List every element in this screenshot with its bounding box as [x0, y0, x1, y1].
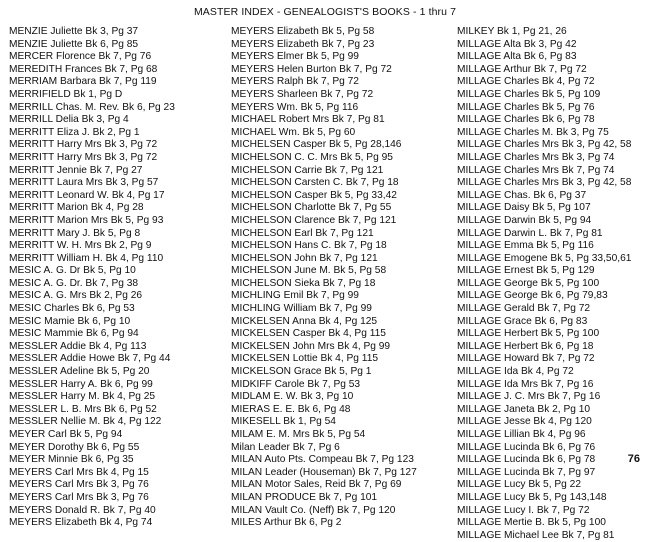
index-entry: MILLAGE Mertie B. Bk 5, Pg 100 — [457, 517, 606, 529]
index-entry: MILLAGE Lucinda Bk 6, Pg 78 — [457, 454, 596, 466]
index-entry: MERRITT Eliza J. Bk 2, Pg 1 — [9, 126, 140, 138]
index-entry: MEYER Carl Bk 5, Pg 94 — [9, 429, 123, 440]
index-entry: MILLAGE George Bk 6, Pg 79,83 — [457, 290, 608, 302]
index-entry: MICHLING Emil Bk 7, Pg 99 — [231, 290, 359, 302]
index-entry: MICHELSON Carrie Bk 7, Pg 121 — [231, 164, 384, 176]
index-entry: MICHLING William Bk 7, Pg 99 — [231, 303, 372, 315]
index-entry: MILLAGE Alta Bk 6, Pg 83 — [457, 51, 577, 63]
index-entry: MICHAEL Wm. Bk 5, Pg 60 — [231, 126, 356, 138]
index-entry: MERRILL Delia Bk 3, Pg 4 — [9, 114, 129, 126]
index-entry: MERRITT Leonard W. Bk 4, Pg 17 — [9, 189, 165, 201]
page-title: MASTER INDEX - GENEALOGIST'S BOOKS - 1 thru 7 — [193, 6, 457, 18]
index-entry: Milan Leader Bk 7, Pg 6 — [231, 441, 340, 453]
index-entry: MILLAGE Arthur Bk 7, Pg 72 — [457, 63, 587, 75]
index-entry: MERRITT Laura Mrs Bk 3, Pg 57 — [9, 177, 159, 189]
index-entry: MESIC Mamie Bk 6, Pg 10 — [9, 315, 131, 327]
index-entry: MILLAGE Charles Mrs Bk 7, Pg 74 — [457, 164, 615, 176]
index-entry: MICHELSON Earl Bk 7, Pg 121 — [231, 227, 374, 239]
index-entry: MIERAS E. E. Bk 6, Pg 48 — [231, 403, 351, 415]
index-entry: MILLAGE Charles Mrs Bk 3, Pg 42, 58 — [457, 177, 632, 189]
index-entry: MILLAGE Emma Bk 5, Pg 116 — [457, 240, 594, 252]
index-entry: MICHELSON Clarence Bk 7, Pg 121 — [231, 214, 397, 226]
index-entry: MENZIE Juliette Bk 6, Pg 85 — [9, 38, 139, 50]
index-entry: MESIC A. G. Mrs Bk 2, Pg 26 — [9, 290, 143, 302]
index-entry: MILLAGE Charles Bk 4, Pg 72 — [457, 76, 595, 88]
index-entry: MICHELSON C. C. Mrs Bk 5, Pg 95 — [231, 151, 393, 163]
index-entry: MESIC Charles Bk 6, Pg 53 — [9, 303, 135, 315]
index-entry: MILLAGE Charles Bk 5, Pg 109 — [457, 88, 601, 100]
index-entry: MILAM E. M. Mrs Bk 5, Pg 54 — [231, 429, 366, 440]
index-entry: MEYERS Elizabeth Bk 7, Pg 23 — [231, 38, 375, 50]
index-entry: MILLAGE Lillian Bk 4, Pg 96 — [457, 429, 586, 440]
index-entry: MILAN Auto Pts. Compeau Bk 7, Pg 123 — [231, 454, 414, 466]
index-entry: MILAN Vault Co. (Neff) Bk 7, Pg 120 — [231, 504, 396, 516]
index-entry: MILLAGE George Bk 5, Pg 100 — [457, 277, 600, 289]
index-entry: MILLAGE Charles Bk 5, Pg 76 — [457, 101, 595, 113]
index-column-3 — [457, 26, 649, 542]
index-entry: MERRITT Harry Mrs Bk 3, Pg 72 — [9, 151, 158, 163]
index-entry: MEYERS Helen Burton Bk 7, Pg 72 — [231, 63, 392, 75]
index-entry: MILAN Motor Sales, Reid Bk 7, Pg 69 — [231, 479, 402, 491]
index-entry: MILLAGE Charles M. Bk 3, Pg 75 — [457, 126, 609, 138]
index-entry: MIKESELL Bk 1, Pg 54 — [231, 416, 336, 428]
index-entry: MENZIE Juliette Bk 3, Pg 37 — [9, 26, 139, 37]
index-entry: MICHELSON Carsten C. Bk 7, Pg 18 — [231, 177, 399, 189]
index-entry: MICHAEL Robert Mrs Bk 7, Pg 81 — [231, 114, 385, 126]
index-entry: MICHELSON John Bk 7, Pg 121 — [231, 252, 378, 264]
index-entry: MILLAGE Charles Mrs Bk 3, Pg 42, 58 — [457, 139, 632, 151]
index-entry: MICHELSON Casper Bk 5, Pg 33,42 — [231, 189, 397, 201]
index-entry: MICKELSEN Casper Bk 4, Pg 115 — [231, 328, 386, 340]
index-entry: MERRITT Mary J. Bk 5, Pg 8 — [9, 227, 141, 239]
index-entry: MILLAGE Emogene Bk 5, Pg 33,50,61 — [457, 252, 632, 264]
index-entry: MILLAGE Lucy Bk 5, Pg 22 — [457, 479, 582, 491]
index-entry: MILLAGE Lucy Bk 5, Pg 143,148 — [457, 491, 607, 503]
index-entry: MESIC A. G. Dr Bk 5, Pg 10 — [9, 265, 136, 277]
index-entry: MICHELSEN Casper Bk 5, Pg 28,146 — [231, 139, 402, 151]
index-column-1 — [9, 26, 219, 530]
page-number: 76 — [627, 453, 640, 465]
index-entry: MESSLER Addie Howe Bk 7, Pg 44 — [9, 353, 171, 365]
index-entry: MEYERS Carl Mrs Bk 4, Pg 15 — [9, 466, 149, 478]
index-entry: MICHELSON June M. Bk 5, Pg 58 — [231, 265, 387, 277]
index-entry: MERRILL Chas. M. Rev. Bk 6, Pg 23 — [9, 101, 175, 113]
index-entry: MILLAGE Michael Lee Bk 7, Pg 81 — [457, 529, 615, 541]
index-entry: MICHELSON Sieka Bk 7, Pg 18 — [231, 277, 376, 289]
index-entry: MILLAGE Jesse Bk 4, Pg 120 — [457, 416, 592, 428]
index-entry: MILLAGE Charles Bk 6, Pg 78 — [457, 114, 595, 126]
index-entry: MILLAGE Darwin Bk 5, Pg 94 — [457, 214, 592, 226]
index-entry: MEYERS Carl Mrs Bk 3, Pg 76 — [9, 491, 149, 503]
index-entry: MILLAGE Lucinda Bk 7, Pg 97 — [457, 466, 596, 478]
index-entry: MICHELSON Hans C. Bk 7, Pg 18 — [231, 240, 387, 252]
index-entry: MILLAGE Daisy Bk 5, Pg 107 — [457, 202, 591, 214]
index-entry: MERRIFIELD Bk 1, Pg D — [9, 88, 123, 100]
index-entry: MICKELSEN John Mrs Bk 4, Pg 99 — [231, 340, 391, 352]
index-entry: MESSLER Addie Bk 4, Pg 113 — [9, 340, 147, 352]
index-entry: MERRITT Harry Mrs Bk 3, Pg 72 — [9, 139, 158, 151]
index-entry: MILKEY Bk 1, Pg 21, 26 — [457, 26, 567, 37]
index-entry: MESSLER Nellie M. Bk 4, Pg 122 — [9, 416, 162, 428]
index-entry: MEYERS Sharleen Bk 7, Pg 72 — [231, 88, 374, 100]
index-entry: MILES Arthur Bk 6, Pg 2 — [231, 517, 342, 529]
index-entry: MILLAGE Janeta Bk 2, Pg 10 — [457, 403, 591, 415]
index-entry: MESSLER Harry A. Bk 6, Pg 99 — [9, 378, 153, 390]
index-entry: MILLAGE Ernest Bk 5, Pg 129 — [457, 265, 595, 277]
index-entry: MERRITT Jennie Bk 7, Pg 27 — [9, 164, 143, 176]
index-entry: MILLAGE Lucy I. Bk 7, Pg 72 — [457, 504, 590, 516]
index-entry: MERCER Florence Bk 7, Pg 76 — [9, 51, 152, 63]
index-entry: MESSLER L. B. Mrs Bk 6, Pg 52 — [9, 403, 157, 415]
index-entry: MEYERS Ralph Bk 7, Pg 72 — [231, 76, 359, 88]
index-entry: MILLAGE Lucinda Bk 6, Pg 76 — [457, 441, 596, 453]
index-entry: MEYERS Carl Mrs Bk 3, Pg 76 — [9, 479, 149, 491]
index-entry: MERRITT W. H. Mrs Bk 2, Pg 9 — [9, 240, 152, 252]
index-entry: MILAN Leader (Houseman) Bk 7, Pg 127 — [231, 466, 417, 478]
index-entry: MICKELSEN Lottie Bk 4, Pg 115 — [231, 353, 379, 365]
index-entry: MERRITT Marion Mrs Bk 5, Pg 93 — [9, 214, 164, 226]
index-entry: MICHELSON Charlotte Bk 7, Pg 55 — [231, 202, 392, 214]
index-entry: MILLAGE Herbert Bk 5, Pg 100 — [457, 328, 600, 340]
index-entry: MERRIAM Barbara Bk 7, Pg 119 — [9, 76, 157, 88]
index-entry: MEYERS Donald R. Bk 7, Pg 40 — [9, 504, 156, 516]
index-entry: MILLAGE Grace Bk 6, Pg 83 — [457, 315, 588, 327]
index-entry: MILLAGE Charles Mrs Bk 3, Pg 74 — [457, 151, 615, 163]
index-entry: MERRITT William H. Bk 4, Pg 110 — [9, 252, 164, 264]
index-entry: MEYER Dorothy Bk 6, Pg 55 — [9, 441, 140, 453]
index-entry: MILLAGE Howard Bk 7, Pg 72 — [457, 353, 595, 365]
index-entry: MEREDITH Frances Bk 7, Pg 68 — [9, 63, 158, 75]
index-entry: MEYERS Elizabeth Bk 4, Pg 74 — [9, 517, 153, 529]
index-entry: MILLAGE Herbert Bk 6, Pg 18 — [457, 340, 594, 352]
index-entry: MIDKIFF Carole Bk 7, Pg 53 — [231, 378, 361, 390]
index-entry: MILLAGE Darwin L. Bk 7, Pg 81 — [457, 227, 603, 239]
index-entry: MESIC A. G. Dr. Bk 7, Pg 38 — [9, 277, 139, 289]
index-entry: MICKELSEN Anna Bk 4, Pg 125 — [231, 315, 378, 327]
index-entry: MEYERS Elizabeth Bk 5, Pg 58 — [231, 26, 375, 37]
index-entry: MESIC Mammie Bk 6, Pg 94 — [9, 328, 139, 340]
index-entry: MILAN PRODUCE Bk 7, Pg 101 — [231, 491, 378, 503]
index-entry: MILLAGE Ida Mrs Bk 7, Pg 16 — [457, 378, 594, 390]
index-entry: MEYER Minnie Bk 6, Pg 35 — [9, 454, 134, 466]
index-entry: MESSLER Harry M. Bk 4, Pg 25 — [9, 391, 156, 403]
index-entry: MEYERS Wm. Bk 5, Pg 116 — [231, 101, 359, 113]
index-entry: MERRITT Marion Bk 4, Pg 28 — [9, 202, 144, 214]
index-entry: MILLAGE Chas. Bk 6, Pg 37 — [457, 189, 587, 201]
index-column-2 — [231, 26, 453, 530]
index-entry: MILLAGE Gerald Bk 7, Pg 72 — [457, 303, 591, 315]
index-entry: MEYERS Elmer Bk 5, Pg 99 — [231, 51, 359, 63]
index-entry: MILLAGE Ida Bk 4, Pg 72 — [457, 366, 574, 378]
index-entry: MILLAGE Alta Bk 3, Pg 42 — [457, 38, 577, 50]
index-entry: MILLAGE J. C. Mrs Bk 7, Pg 16 — [457, 391, 601, 403]
index-entry: MICKELSON Grace Bk 5, Pg 1 — [231, 366, 372, 378]
index-entry: MESSLER Adeline Bk 5, Pg 20 — [9, 366, 150, 378]
index-entry: MIDLAM E. W. Bk 3, Pg 10 — [231, 391, 354, 403]
